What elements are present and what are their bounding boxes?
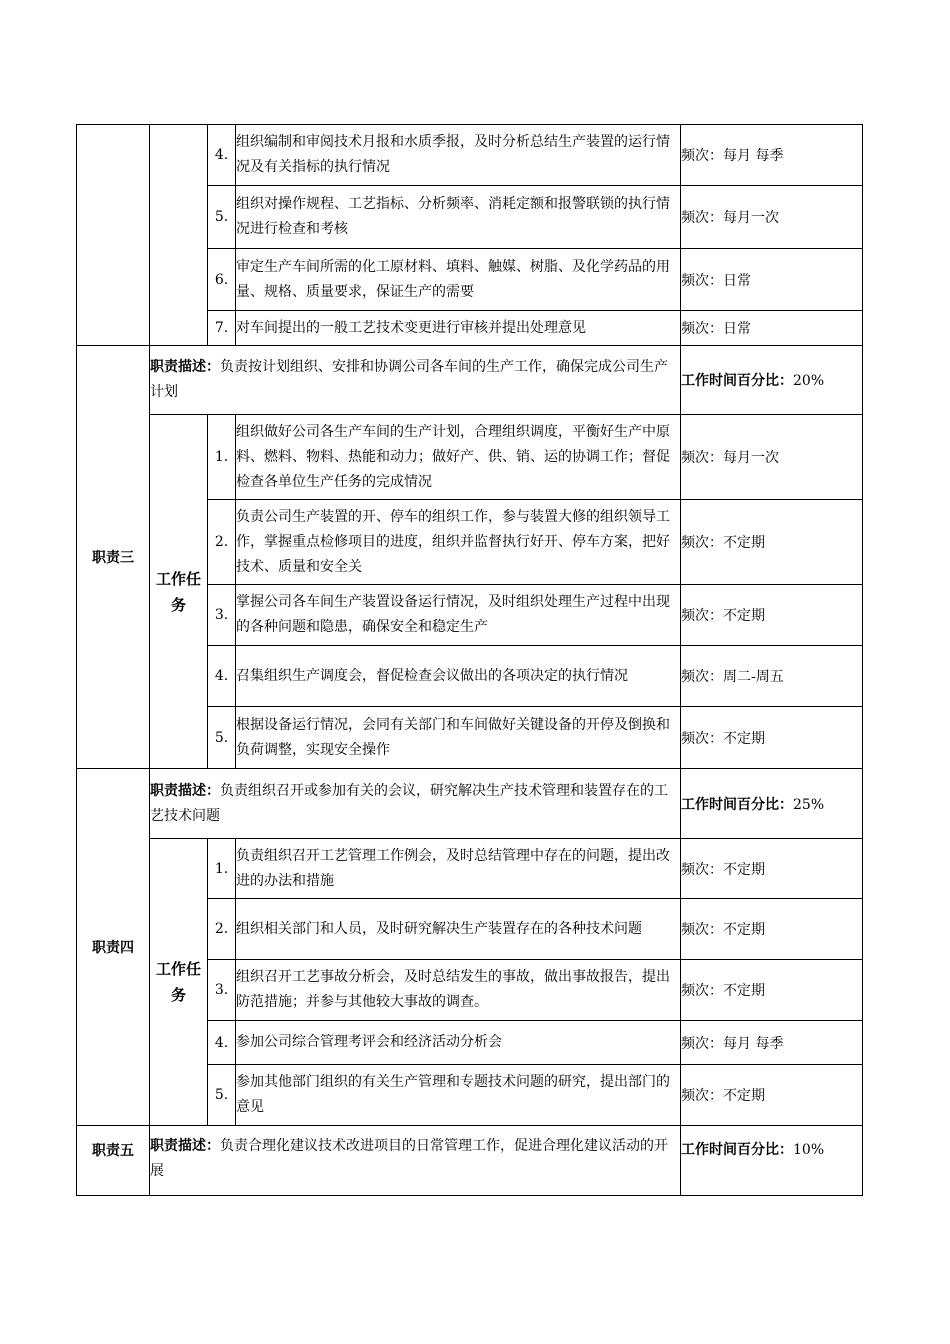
frequency-prefix: 频次： <box>681 148 723 164</box>
description-text: 负责组织召开或参加有关的会议，研究解决生产技术管理和装置存在的工艺技术问题 <box>150 782 668 824</box>
description-prefix: 职责描述： <box>150 1138 220 1154</box>
frequency-prefix: 频次： <box>681 210 723 226</box>
duty-description-row <box>77 1126 863 1196</box>
duty-label: 职责四 <box>77 769 150 1126</box>
frequency-prefix: 频次： <box>681 922 723 938</box>
task-number: 1. <box>208 839 236 899</box>
task-text: 对车间提出的一般工艺技术变更进行审核并提出处理意见 <box>236 311 681 346</box>
frequency-value: 每月 每季 <box>723 148 784 164</box>
task-number: 4. <box>208 125 236 186</box>
task-text: 掌握公司各车间生产装置设备运行情况，及时组织处理生产过程中出现的各种问题和隐患，确保安全和稳定生产 <box>236 585 681 646</box>
task-frequency <box>681 1021 863 1065</box>
task-number: 4. <box>208 1021 236 1065</box>
task-number: 5. <box>208 707 236 769</box>
frequency-prefix: 频次： <box>681 535 723 551</box>
task-text: 参加其他部门组织的有关生产管理和专题技术问题的研究，提出部门的意见 <box>236 1065 681 1126</box>
frequency-value: 周二-周五 <box>723 669 784 685</box>
task-number: 5. <box>208 186 236 249</box>
duty-label: 职责三 <box>77 346 150 769</box>
task-frequency <box>681 839 863 899</box>
description-text: 负责按计划组织、安排和协调公司各车间的生产工作，确保完成公司生产计划 <box>150 359 668 400</box>
frequency-value: 不定期 <box>723 535 765 551</box>
duty-description <box>150 346 681 415</box>
percentage-value: 20% <box>793 373 825 389</box>
task-number: 4. <box>208 646 236 707</box>
task-number: 1. <box>208 415 236 500</box>
frequency-prefix: 频次： <box>681 669 723 685</box>
task-frequency <box>681 125 863 186</box>
task-text: 组织召开工艺事故分析会，及时总结发生的事故，做出事故报告，提出防范措施；并参与其他较大事故的调查。 <box>236 960 681 1021</box>
task-text: 组织做好公司各生产车间的生产计划，合理组织调度，平衡好生产中原料、燃料、物料、热能和动力；做好产、供、销、运的协调工作；督促检查各单位生产任务的完成情况 <box>236 415 681 500</box>
task-text: 组织对操作规程、工艺指标、分析频率、消耗定额和报警联锁的执行情况进行检查和考核 <box>236 186 681 249</box>
time-percentage <box>681 1126 863 1196</box>
task-text: 组织编制和审阅技术月报和水质季报，及时分析总结生产装置的运行情况及有关指标的执行情况 <box>236 125 681 186</box>
duty-label: 职责五 <box>77 1126 150 1196</box>
task-frequency <box>681 415 863 500</box>
frequency-value: 不定期 <box>723 730 765 747</box>
work-task-label: 工作任务 <box>150 839 208 1126</box>
frequency-prefix: 频次： <box>681 450 723 466</box>
frequency-prefix: 频次： <box>681 1035 723 1052</box>
frequency-value: 日常 <box>723 321 751 337</box>
percentage-value: 10% <box>793 1142 825 1158</box>
job-duty-table <box>76 124 863 1196</box>
task-frequency <box>681 1065 863 1126</box>
duty-description-row <box>77 346 863 415</box>
percentage-prefix: 工作时间百分比： <box>681 796 793 813</box>
task-text: 根据设备运行情况，会同有关部门和车间做好关键设备的开停及倒换和负荷调整，实现安全操作 <box>236 707 681 769</box>
description-prefix: 职责描述： <box>150 782 220 799</box>
task-number: 3. <box>208 960 236 1021</box>
frequency-value: 每月一次 <box>723 210 779 226</box>
task-frequency <box>681 646 863 707</box>
frequency-value: 不定期 <box>723 861 765 878</box>
duty-label-cell-empty <box>77 125 150 346</box>
task-number: 2. <box>208 500 236 585</box>
time-percentage <box>681 769 863 839</box>
task-text: 负责组织召开工艺管理工作例会，及时总结管理中存在的问题，提出改进的办法和措施 <box>236 839 681 899</box>
frequency-prefix: 频次： <box>681 321 723 337</box>
table-row <box>77 839 863 899</box>
frequency-value: 不定期 <box>723 608 765 624</box>
task-number: 7. <box>208 311 236 346</box>
frequency-value: 每月 每季 <box>723 1035 784 1052</box>
task-frequency <box>681 500 863 585</box>
description-prefix: 职责描述： <box>150 359 220 375</box>
task-frequency <box>681 707 863 769</box>
percentage-prefix: 工作时间百分比： <box>681 1142 793 1158</box>
task-text: 参加公司综合管理考评会和经济活动分析会 <box>236 1021 681 1065</box>
frequency-prefix: 频次： <box>681 730 723 747</box>
task-frequency <box>681 311 863 346</box>
task-label-cell-empty <box>150 125 208 346</box>
task-number: 5. <box>208 1065 236 1126</box>
task-frequency <box>681 899 863 960</box>
time-percentage <box>681 346 863 415</box>
task-text: 审定生产车间所需的化工原材料、填料、触媒、树脂、及化学药品的用量、规格、质量要求，保证生产的需要 <box>236 249 681 311</box>
frequency-value: 每月一次 <box>723 450 779 466</box>
duty-description <box>150 769 681 839</box>
frequency-value: 不定期 <box>723 922 765 938</box>
frequency-value: 不定期 <box>723 1088 765 1104</box>
frequency-prefix: 频次： <box>681 272 723 289</box>
task-text: 组织相关部门和人员，及时研究解决生产装置存在的各种技术问题 <box>236 899 681 960</box>
task-text: 负责公司生产装置的开、停车的组织工作，参与装置大修的组织领导工作，掌握重点检修项目的进度，组织并监督执行好开、停车方案，把好技术、质量和安全关 <box>236 500 681 585</box>
task-number: 3. <box>208 585 236 646</box>
work-task-label: 工作任务 <box>150 415 208 769</box>
duty-description-row <box>77 769 863 839</box>
description-text: 负责合理化建议技术改进项目的日常管理工作，促进合理化建议活动的开展 <box>150 1138 668 1179</box>
frequency-prefix: 频次： <box>681 1088 723 1104</box>
frequency-prefix: 频次： <box>681 608 723 624</box>
task-frequency <box>681 249 863 311</box>
task-frequency <box>681 186 863 249</box>
task-frequency <box>681 585 863 646</box>
percentage-value: 25% <box>793 796 825 813</box>
table-row <box>77 415 863 500</box>
task-number: 2. <box>208 899 236 960</box>
task-frequency <box>681 960 863 1021</box>
task-text: 召集组织生产调度会，督促检查会议做出的各项决定的执行情况 <box>236 646 681 707</box>
percentage-prefix: 工作时间百分比： <box>681 373 793 389</box>
task-number: 6. <box>208 249 236 311</box>
table-row <box>77 125 863 186</box>
frequency-prefix: 频次： <box>681 983 723 999</box>
duty-description <box>150 1126 681 1196</box>
frequency-value: 日常 <box>723 272 751 289</box>
frequency-value: 不定期 <box>723 983 765 999</box>
frequency-prefix: 频次： <box>681 861 723 878</box>
